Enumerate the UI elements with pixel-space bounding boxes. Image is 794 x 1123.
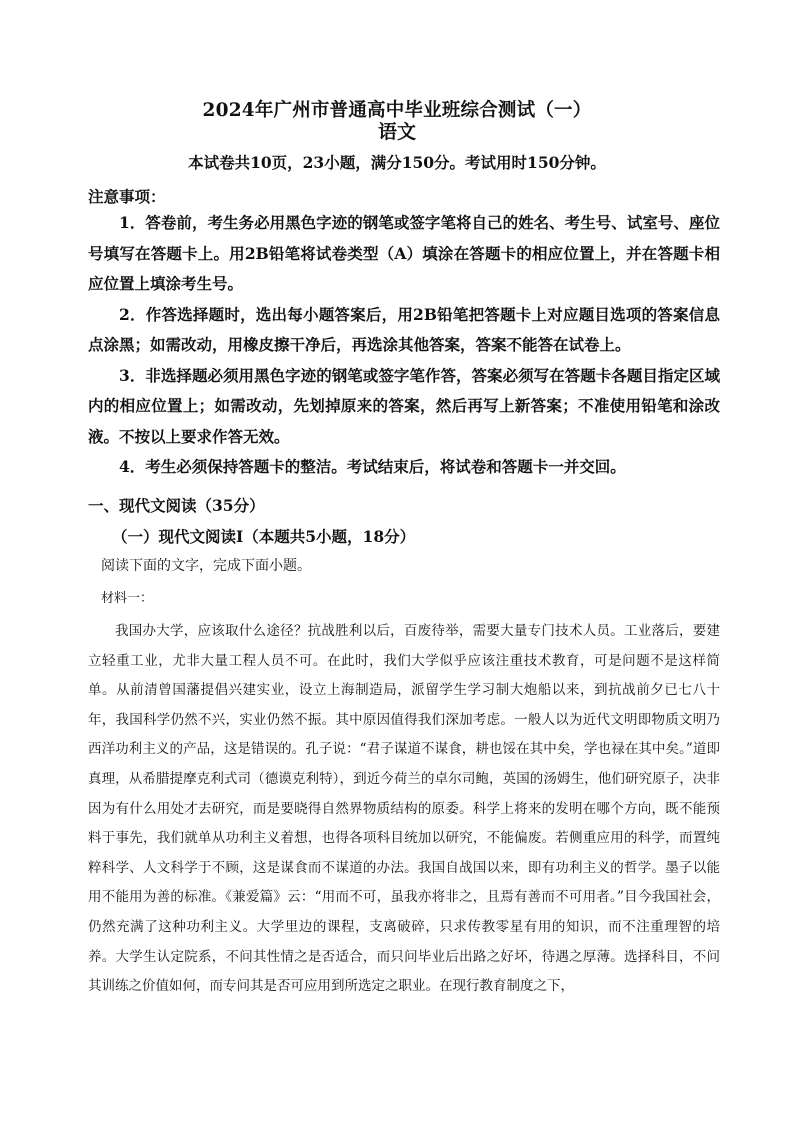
reading-instruction: 阅读下面的文字，完成下面小题。 — [101, 558, 311, 574]
subject-title: 语文 — [377, 121, 416, 143]
material-paragraph: 我国办大学，应该取什么途径？抗战胜利以后，百废待举，需要大量专门技术人员。工业落后，要建立轻重工业，尤非大量工程人员不可。在此时，我们大学似乎应该注重技术教育，可是问题不是这样简单。从前清曾国藩提倡兴建实业，设立上海制造局，派留学生学习制大炮船以来，到抗战前夕已七八十年，我国科学仍然不兴，实业仍然不振。其中原因值得我们深加考虑。一般人以为近代文明即物质文明乃西洋功利主义的产品，这是错误的。孔子说：“君子谋道不谋食，耕也馁在其中矣，学也禄在其中矣。”道即真理，从希腊提摩克利式司（德谟克利特），到近今荷兰的卓尔司鲍，英国的汤姆生，他们研究原子，决非因为有什么用处才去研究，而是要晓得自然界物质结构的原委。科学上将来的发明在哪个方向，既不能预料于事先，我们就单从功利主义着想，也得各项科目统加以研究，不能偏废。若侧重应用的科学，而置纯粹科学、人文科学于不顾，这是谋食而不谋道的办法。我国自战国以来，即有功利主义的哲学。墨子以能用不能用为善的标准。《兼爱篇》云：“用而不可，虽我亦将非之，且焉有善而不可用者。”目今我国社会，仍然充满了这种功利主义。大学里边的课程，支离破碎，只求传教零星有用的知识，而不注重理智的培养。大学生认定院系，不问其性情之是否适合，而只问毕业后出路之好坏，待遇之厚薄。选择科目，不问其训练之价值如何，而专问其是否可应用到所选定之职业。在现行教育制度之下， — [88, 623, 720, 995]
note-item: 4．考生必须保持答题卡的整洁。考试结束后，将试卷和答题卡一并交回。 — [119, 457, 626, 476]
material-label: 材料一： — [101, 591, 154, 606]
note-item: 1．答卷前，考生务必用黑色字迹的钢笔或签字笔将自己的姓名、考生号、试室号、座位号填写在答题卡上。用2B铅笔将试卷类型（A）填涂在答题卡的相应位置上，并在答题卡相应位置上填涂考生号。 — [88, 213, 720, 293]
exam-info: 本试卷共10页，23小题，满分150分。考试用时150分钟。 — [188, 153, 606, 172]
notes-list — [88, 208, 720, 483]
exam-title: 2024年广州市普通高中毕业班综合测试（一） — [202, 100, 592, 121]
note-item: 3．非选择题必须用黑色字迹的钢笔或签字笔作答，答案必须写在答题卡各题目指定区域内的相应位置上；如需改动，先划掉原来的答案，然后再写上新答案；不准使用铅笔和涂改液。不按以上要求作答无效。 — [88, 365, 720, 446]
notes-heading: 注意事项： — [88, 187, 166, 206]
section-heading: 一、现代文阅读（35分） — [88, 496, 265, 515]
subsection-heading: （一）现代文阅读Ⅰ（本题共5小题，18分） — [112, 527, 416, 546]
note-item: 2．作答选择题时，选出每小题答案后，用2B铅笔把答题卡上对应题目选项的答案信息点涂黑；如需改动，用橡皮擦干净后，再选涂其他答案，答案不能答在试卷上。 — [88, 304, 720, 354]
